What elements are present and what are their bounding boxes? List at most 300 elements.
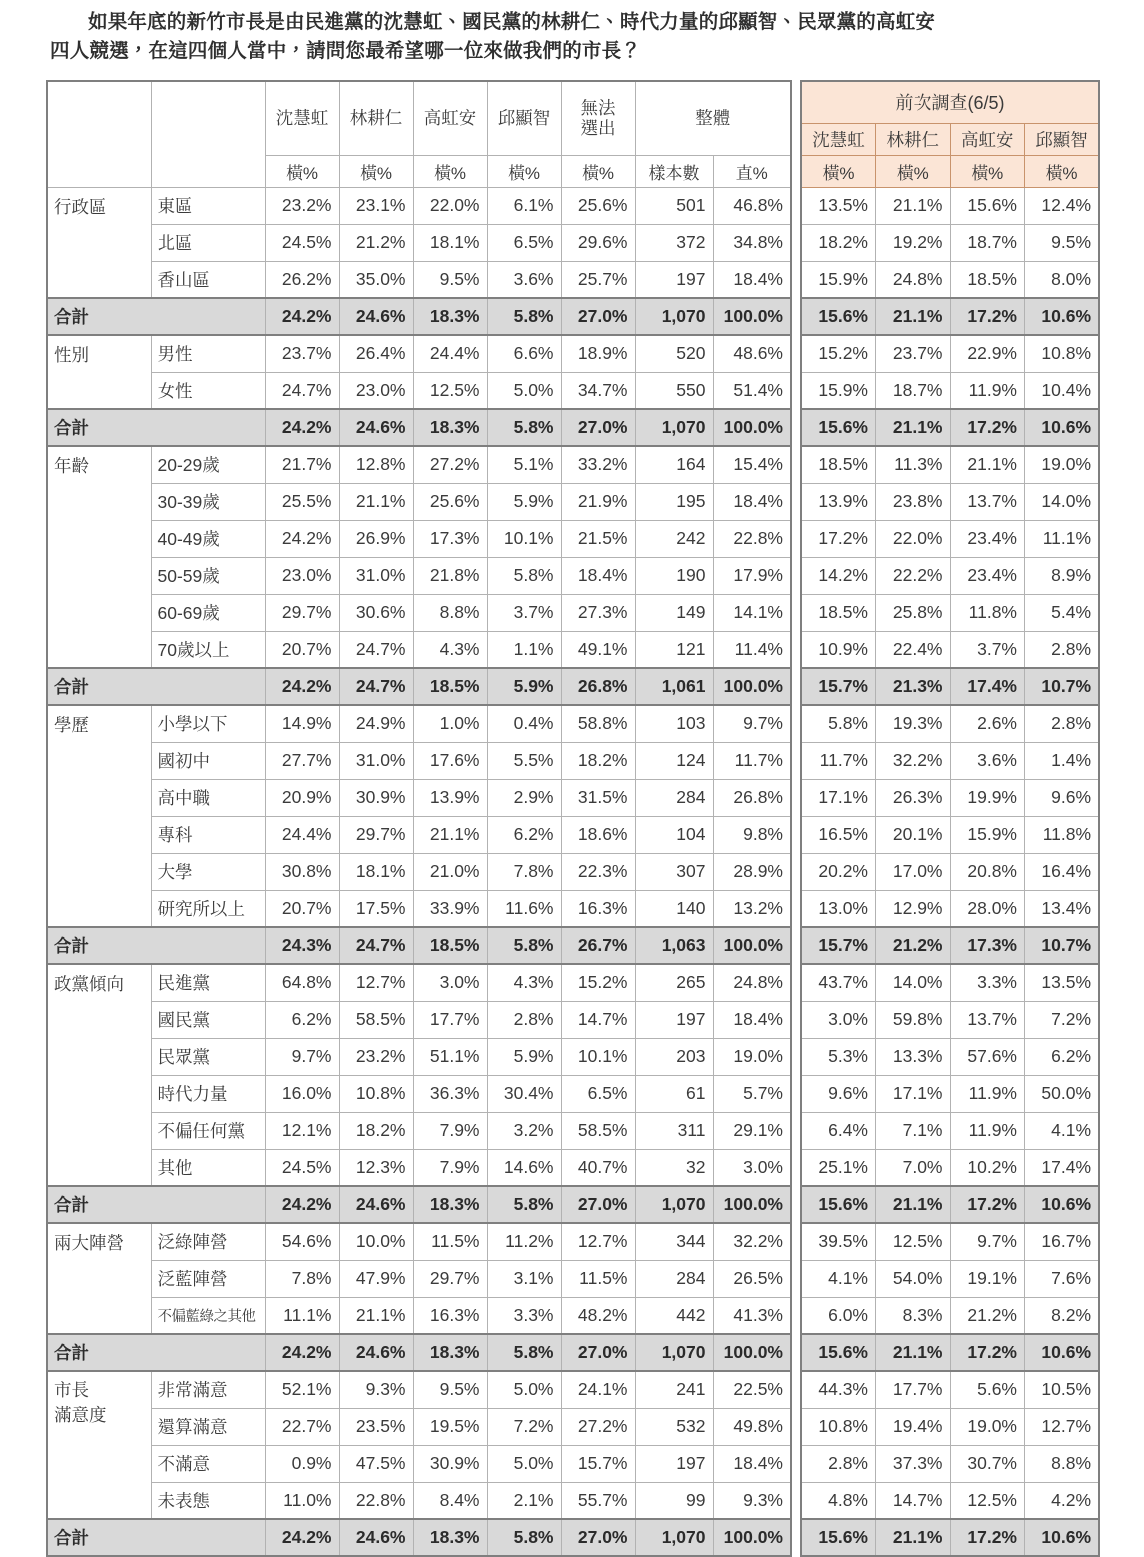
- total-row-label: 合計: [47, 1519, 265, 1556]
- cell-value: 23.5%: [339, 1408, 413, 1445]
- total-cell-value: 24.6%: [339, 409, 413, 446]
- cell-value: 10.0%: [339, 1223, 413, 1260]
- cell-value: 7.9%: [413, 1112, 487, 1149]
- cell-value-previous: 17.1%: [876, 1075, 951, 1112]
- cell-value-previous: 22.0%: [876, 520, 951, 557]
- table-row: [47, 1408, 791, 1445]
- table-row-previous: [801, 742, 1099, 779]
- table-row: [47, 1038, 791, 1075]
- prev-header-candidate-1: 沈慧虹: [801, 123, 876, 155]
- cell-value-previous: 10.9%: [801, 631, 876, 668]
- cell-value: 18.6%: [561, 816, 635, 853]
- cell-value: 7.9%: [413, 1149, 487, 1186]
- cell-value-previous: 13.5%: [801, 187, 876, 224]
- cell-value: 2.1%: [487, 1482, 561, 1519]
- row-subcategory-label: 泛綠陣營: [151, 1223, 265, 1260]
- cell-value: 121: [635, 631, 713, 668]
- cell-value: 5.0%: [487, 372, 561, 409]
- cell-value: 14.7%: [561, 1001, 635, 1038]
- table-row-previous: [801, 520, 1099, 557]
- cell-value-previous: 50.0%: [1025, 1075, 1100, 1112]
- table-row: [47, 483, 791, 520]
- cell-value: 32: [635, 1149, 713, 1186]
- table-row: [47, 1075, 791, 1112]
- table-row-previous: [801, 1038, 1099, 1075]
- table-row-previous: [801, 816, 1099, 853]
- cell-value: 18.1%: [413, 224, 487, 261]
- table-row-previous: [801, 1482, 1099, 1519]
- cell-value: 24.2%: [265, 520, 339, 557]
- row-subcategory-label: 70歲以上: [151, 631, 265, 668]
- row-category-label: 政黨傾向: [47, 964, 151, 1186]
- row-subcategory-label: 研究所以上: [151, 890, 265, 927]
- cell-value: 18.9%: [561, 335, 635, 372]
- cell-value: 6.2%: [487, 816, 561, 853]
- question-line-1: 如果年底的新竹市長是由民進黨的沈慧虹、國民黨的林耕仁、時代力量的邱顯智、民眾黨的高虹安: [88, 11, 936, 33]
- cell-value: 17.3%: [413, 520, 487, 557]
- total-cell-value: 24.2%: [265, 1519, 339, 1556]
- cell-value: 26.9%: [339, 520, 413, 557]
- cell-value: 203: [635, 1038, 713, 1075]
- total-cell-value: 24.6%: [339, 1519, 413, 1556]
- cell-value: 21.1%: [339, 483, 413, 520]
- cell-value: 9.3%: [339, 1371, 413, 1408]
- prev-header-candidate-4: 邱顯智: [1025, 123, 1100, 155]
- cell-value: 311: [635, 1112, 713, 1149]
- prev-header-unit-3: 橫%: [950, 155, 1025, 187]
- total-row-previous: [801, 1186, 1099, 1223]
- table-row-previous: [801, 557, 1099, 594]
- total-cell-value: 5.8%: [487, 1186, 561, 1223]
- cell-value-previous: 20.8%: [950, 853, 1025, 890]
- header-no-choice-line-1: 無法: [580, 97, 616, 118]
- cell-value: 23.0%: [265, 557, 339, 594]
- cell-value: 21.7%: [265, 446, 339, 483]
- cell-value: 27.2%: [561, 1408, 635, 1445]
- total-row-previous: [801, 1334, 1099, 1371]
- cell-value-previous: 24.8%: [876, 261, 951, 298]
- table-row: [47, 705, 791, 742]
- cell-value-previous: 18.5%: [801, 446, 876, 483]
- cell-value: 17.9%: [713, 557, 791, 594]
- row-subcategory-label: 民眾黨: [151, 1038, 265, 1075]
- cell-value: 26.8%: [713, 779, 791, 816]
- cell-value: 14.6%: [487, 1149, 561, 1186]
- cell-value-previous: 12.5%: [876, 1223, 951, 1260]
- cell-value-previous: 18.7%: [876, 372, 951, 409]
- table-row: [47, 187, 791, 224]
- total-cell-value-previous: 15.6%: [801, 409, 876, 446]
- table-row-previous: [801, 1260, 1099, 1297]
- row-subcategory-label: 男性: [151, 335, 265, 372]
- cell-value: 30.8%: [265, 853, 339, 890]
- total-cell-value: 24.6%: [339, 1186, 413, 1223]
- cell-value: 6.1%: [487, 187, 561, 224]
- total-cell-value: 5.8%: [487, 927, 561, 964]
- table-row-previous: [801, 964, 1099, 1001]
- header-unit-candidate-4: 橫%: [487, 155, 561, 187]
- cell-value: 11.2%: [487, 1223, 561, 1260]
- cell-value-previous: 23.4%: [950, 557, 1025, 594]
- total-cell-value-previous: 21.1%: [876, 1186, 951, 1223]
- cell-value: 22.8%: [713, 520, 791, 557]
- cell-value: 25.6%: [413, 483, 487, 520]
- cell-value: 14.9%: [265, 705, 339, 742]
- cell-value: 10.1%: [487, 520, 561, 557]
- table-row-previous: [801, 1223, 1099, 1260]
- total-row-label: 合計: [47, 668, 265, 705]
- cell-value-previous: 5.4%: [1025, 594, 1100, 631]
- row-subcategory-label: 30-39歲: [151, 483, 265, 520]
- row-subcategory-label: 60-69歲: [151, 594, 265, 631]
- cell-value: 25.7%: [561, 261, 635, 298]
- row-subcategory-label: 不偏藍綠之其他: [151, 1297, 265, 1334]
- table-row-previous: [801, 1297, 1099, 1334]
- previous-survey-body: [801, 187, 1099, 1556]
- cell-value-previous: 18.5%: [801, 594, 876, 631]
- total-cell-value: 5.9%: [487, 668, 561, 705]
- cell-value: 9.5%: [413, 261, 487, 298]
- cell-value: 17.6%: [413, 742, 487, 779]
- cell-value: 49.1%: [561, 631, 635, 668]
- table-row-previous: [801, 335, 1099, 372]
- table-row-previous: [801, 1149, 1099, 1186]
- row-subcategory-label: 專科: [151, 816, 265, 853]
- cell-value: 140: [635, 890, 713, 927]
- total-cell-value: 26.8%: [561, 668, 635, 705]
- table-row: [47, 594, 791, 631]
- total-row-previous: [801, 1519, 1099, 1556]
- total-cell-value-previous: 10.7%: [1025, 668, 1100, 705]
- cell-value-previous: 4.8%: [801, 1482, 876, 1519]
- total-cell-value: 24.2%: [265, 668, 339, 705]
- cell-value-previous: 6.4%: [801, 1112, 876, 1149]
- total-cell-value: 5.8%: [487, 1334, 561, 1371]
- cell-value-previous: 5.6%: [950, 1371, 1025, 1408]
- cell-value: 307: [635, 853, 713, 890]
- page-title: [50, 8, 1098, 66]
- row-subcategory-label: 其他: [151, 1149, 265, 1186]
- table-row: [47, 1112, 791, 1149]
- table-row: [47, 816, 791, 853]
- cell-value: 6.6%: [487, 335, 561, 372]
- cell-value: 5.1%: [487, 446, 561, 483]
- total-cell-value: 5.8%: [487, 1519, 561, 1556]
- cell-value: 30.4%: [487, 1075, 561, 1112]
- cell-value: 11.1%: [265, 1297, 339, 1334]
- cell-value: 19.0%: [713, 1038, 791, 1075]
- row-subcategory-label: 泛藍陣營: [151, 1260, 265, 1297]
- cell-value-previous: 15.6%: [950, 187, 1025, 224]
- cell-value: 47.5%: [339, 1445, 413, 1482]
- cell-value: 5.0%: [487, 1445, 561, 1482]
- total-cell-value: 27.0%: [561, 1186, 635, 1223]
- cell-value: 23.7%: [265, 335, 339, 372]
- cell-value: 344: [635, 1223, 713, 1260]
- total-cell-value: 18.3%: [413, 409, 487, 446]
- cell-value: 24.7%: [265, 372, 339, 409]
- cell-value: 104: [635, 816, 713, 853]
- cell-value-previous: 57.6%: [950, 1038, 1025, 1075]
- cell-value: 22.5%: [713, 1371, 791, 1408]
- cell-value-previous: 11.9%: [950, 1112, 1025, 1149]
- cell-value: 58.5%: [561, 1112, 635, 1149]
- total-row-label: 合計: [47, 1334, 265, 1371]
- table-row: [47, 964, 791, 1001]
- total-cell-value-previous: 15.6%: [801, 1519, 876, 1556]
- cell-value: 23.0%: [339, 372, 413, 409]
- crosstab-grid: [46, 80, 1100, 1557]
- table-row: [47, 631, 791, 668]
- row-subcategory-label: 未表態: [151, 1482, 265, 1519]
- total-row: [47, 1519, 791, 1556]
- cell-value: 8.8%: [413, 594, 487, 631]
- table-row: [47, 372, 791, 409]
- cell-value: 0.9%: [265, 1445, 339, 1482]
- cell-value: 10.8%: [339, 1075, 413, 1112]
- cell-value: 4.3%: [413, 631, 487, 668]
- table-row: [47, 890, 791, 927]
- table-row: [47, 1297, 791, 1334]
- table-row-previous: [801, 372, 1099, 409]
- cell-value: 64.8%: [265, 964, 339, 1001]
- previous-survey-title: 前次調查(6/5): [801, 81, 1099, 123]
- total-cell-value: 24.2%: [265, 409, 339, 446]
- cell-value-previous: 18.5%: [950, 261, 1025, 298]
- cell-value: 124: [635, 742, 713, 779]
- cell-value-previous: 7.6%: [1025, 1260, 1100, 1297]
- total-cell-value-previous: 10.7%: [1025, 927, 1100, 964]
- table-row: [47, 224, 791, 261]
- cell-value: 11.5%: [413, 1223, 487, 1260]
- cell-value: 3.0%: [413, 964, 487, 1001]
- table-row: [47, 779, 791, 816]
- cell-value: 24.9%: [339, 705, 413, 742]
- cell-value: 22.7%: [265, 1408, 339, 1445]
- cell-value: 14.1%: [713, 594, 791, 631]
- cell-value: 19.5%: [413, 1408, 487, 1445]
- cell-value: 12.5%: [413, 372, 487, 409]
- cell-value-previous: 18.7%: [950, 224, 1025, 261]
- cell-value-previous: 19.3%: [876, 705, 951, 742]
- total-cell-value: 18.3%: [413, 298, 487, 335]
- total-cell-value: 100.0%: [713, 298, 791, 335]
- cell-value-previous: 2.8%: [801, 1445, 876, 1482]
- cell-value-previous: 23.8%: [876, 483, 951, 520]
- cell-value: 34.7%: [561, 372, 635, 409]
- cell-value: 21.9%: [561, 483, 635, 520]
- cell-value-previous: 9.7%: [950, 1223, 1025, 1260]
- cell-value: 29.7%: [265, 594, 339, 631]
- cell-value-previous: 4.1%: [801, 1260, 876, 1297]
- cell-value: 20.7%: [265, 890, 339, 927]
- table-row: [47, 1482, 791, 1519]
- total-cell-value: 24.7%: [339, 927, 413, 964]
- cell-value: 6.2%: [265, 1001, 339, 1038]
- cell-value: 5.8%: [487, 557, 561, 594]
- row-subcategory-label: 香山區: [151, 261, 265, 298]
- cell-value: 15.2%: [561, 964, 635, 1001]
- table-row-previous: [801, 705, 1099, 742]
- cell-value: 241: [635, 1371, 713, 1408]
- table-row-previous: [801, 890, 1099, 927]
- cell-value: 3.0%: [713, 1149, 791, 1186]
- cell-value: 15.7%: [561, 1445, 635, 1482]
- cell-value: 24.7%: [339, 631, 413, 668]
- total-cell-value-previous: 10.6%: [1025, 298, 1100, 335]
- cell-value: 16.3%: [413, 1297, 487, 1334]
- cell-value: 21.1%: [413, 816, 487, 853]
- cell-value-previous: 12.7%: [1025, 1408, 1100, 1445]
- table-row-previous: [801, 446, 1099, 483]
- total-cell-value: 18.3%: [413, 1334, 487, 1371]
- cell-value-previous: 5.3%: [801, 1038, 876, 1075]
- header-unit-candidate-2: 橫%: [339, 155, 413, 187]
- row-subcategory-label: 高中職: [151, 779, 265, 816]
- cell-value-previous: 54.0%: [876, 1260, 951, 1297]
- total-cell-value-previous: 15.6%: [801, 1334, 876, 1371]
- cell-value: 52.1%: [265, 1371, 339, 1408]
- total-cell-value: 1,070: [635, 298, 713, 335]
- cell-value: 284: [635, 1260, 713, 1297]
- total-cell-value-previous: 17.2%: [950, 1334, 1025, 1371]
- cell-value: 24.5%: [265, 224, 339, 261]
- cell-value: 24.8%: [713, 964, 791, 1001]
- row-category-label: 性別: [47, 335, 151, 409]
- cell-value: 149: [635, 594, 713, 631]
- cell-value: 24.4%: [413, 335, 487, 372]
- total-row-label: 合計: [47, 927, 265, 964]
- cell-value-previous: 15.2%: [801, 335, 876, 372]
- cell-value: 41.3%: [713, 1297, 791, 1334]
- cell-value: 18.4%: [713, 483, 791, 520]
- cell-value-previous: 9.6%: [801, 1075, 876, 1112]
- cell-value: 6.5%: [487, 224, 561, 261]
- cell-value: 501: [635, 187, 713, 224]
- cell-value-previous: 8.3%: [876, 1297, 951, 1334]
- cell-value: 1.1%: [487, 631, 561, 668]
- cell-value-previous: 4.1%: [1025, 1112, 1100, 1149]
- cell-value: 51.4%: [713, 372, 791, 409]
- total-cell-value-previous: 21.1%: [876, 409, 951, 446]
- cell-value: 18.1%: [339, 853, 413, 890]
- cell-value: 13.2%: [713, 890, 791, 927]
- total-cell-value: 24.7%: [339, 668, 413, 705]
- cell-value: 11.4%: [713, 631, 791, 668]
- cell-value: 55.7%: [561, 1482, 635, 1519]
- cell-value-previous: 15.9%: [950, 816, 1025, 853]
- table-row-previous: [801, 1445, 1099, 1482]
- cell-value: 5.9%: [487, 1038, 561, 1075]
- main-table: [46, 80, 792, 1557]
- cell-value-previous: 10.8%: [1025, 335, 1100, 372]
- cell-value: 11.6%: [487, 890, 561, 927]
- cell-value: 29.7%: [413, 1260, 487, 1297]
- cell-value: 47.9%: [339, 1260, 413, 1297]
- prev-header-unit-2: 橫%: [876, 155, 951, 187]
- cell-value: 550: [635, 372, 713, 409]
- cell-value: 26.5%: [713, 1260, 791, 1297]
- cell-value-previous: 7.1%: [876, 1112, 951, 1149]
- total-cell-value: 100.0%: [713, 1186, 791, 1223]
- cell-value-previous: 12.5%: [950, 1482, 1025, 1519]
- cell-value-previous: 17.1%: [801, 779, 876, 816]
- cell-value: 12.1%: [265, 1112, 339, 1149]
- total-cell-value: 27.0%: [561, 298, 635, 335]
- cell-value: 23.1%: [339, 187, 413, 224]
- total-cell-value: 24.2%: [265, 298, 339, 335]
- main-table-head: [47, 81, 791, 187]
- cell-value-previous: 11.8%: [950, 594, 1025, 631]
- cell-value: 15.4%: [713, 446, 791, 483]
- header-candidate-1: 沈慧虹: [265, 81, 339, 155]
- cell-value-previous: 32.2%: [876, 742, 951, 779]
- cell-value-previous: 8.0%: [1025, 261, 1100, 298]
- row-subcategory-label: 國民黨: [151, 1001, 265, 1038]
- row-category-line-1: 市長: [54, 1380, 89, 1400]
- total-cell-value-previous: 17.4%: [950, 668, 1025, 705]
- cell-value-previous: 16.4%: [1025, 853, 1100, 890]
- cell-value-previous: 14.0%: [876, 964, 951, 1001]
- cell-value-previous: 21.1%: [876, 187, 951, 224]
- cell-value: 372: [635, 224, 713, 261]
- cell-value: 11.0%: [265, 1482, 339, 1519]
- total-cell-value: 24.2%: [265, 1186, 339, 1223]
- cell-value: 3.3%: [487, 1297, 561, 1334]
- cell-value: 2.8%: [487, 1001, 561, 1038]
- table-row: [47, 335, 791, 372]
- header-unit-candidate-3: 橫%: [413, 155, 487, 187]
- cell-value: 25.5%: [265, 483, 339, 520]
- cell-value: 36.3%: [413, 1075, 487, 1112]
- cell-value: 16.3%: [561, 890, 635, 927]
- header-blank-subcategory: [151, 81, 265, 187]
- cell-value: 48.2%: [561, 1297, 635, 1334]
- cell-value: 22.3%: [561, 853, 635, 890]
- cell-value: 197: [635, 261, 713, 298]
- cell-value: 4.3%: [487, 964, 561, 1001]
- cell-value: 23.2%: [265, 187, 339, 224]
- cell-value: 29.6%: [561, 224, 635, 261]
- cell-value-previous: 25.8%: [876, 594, 951, 631]
- row-subcategory-label: 50-59歲: [151, 557, 265, 594]
- total-cell-value-previous: 10.6%: [1025, 1334, 1100, 1371]
- total-cell-value-previous: 17.2%: [950, 1186, 1025, 1223]
- cell-value-previous: 11.8%: [1025, 816, 1100, 853]
- cell-value: 12.3%: [339, 1149, 413, 1186]
- cell-value: 17.7%: [413, 1001, 487, 1038]
- cell-value: 21.0%: [413, 853, 487, 890]
- total-cell-value: 1,070: [635, 409, 713, 446]
- cell-value: 10.1%: [561, 1038, 635, 1075]
- cell-value-previous: 11.7%: [801, 742, 876, 779]
- cell-value: 18.4%: [561, 557, 635, 594]
- prev-header-candidate-3: 高虹安: [950, 123, 1025, 155]
- header-unit-no-choice: 橫%: [561, 155, 635, 187]
- cell-value: 0.4%: [487, 705, 561, 742]
- total-cell-value-previous: 17.2%: [950, 1519, 1025, 1556]
- table-row-previous: [801, 1001, 1099, 1038]
- cell-value: 23.2%: [339, 1038, 413, 1075]
- row-subcategory-label: 不滿意: [151, 1445, 265, 1482]
- cell-value-previous: 25.1%: [801, 1149, 876, 1186]
- cell-value: 7.2%: [487, 1408, 561, 1445]
- cell-value: 242: [635, 520, 713, 557]
- cell-value: 18.4%: [713, 1001, 791, 1038]
- cell-value-previous: 19.0%: [1025, 446, 1100, 483]
- previous-survey-head: [801, 81, 1099, 187]
- cell-value-previous: 17.4%: [1025, 1149, 1100, 1186]
